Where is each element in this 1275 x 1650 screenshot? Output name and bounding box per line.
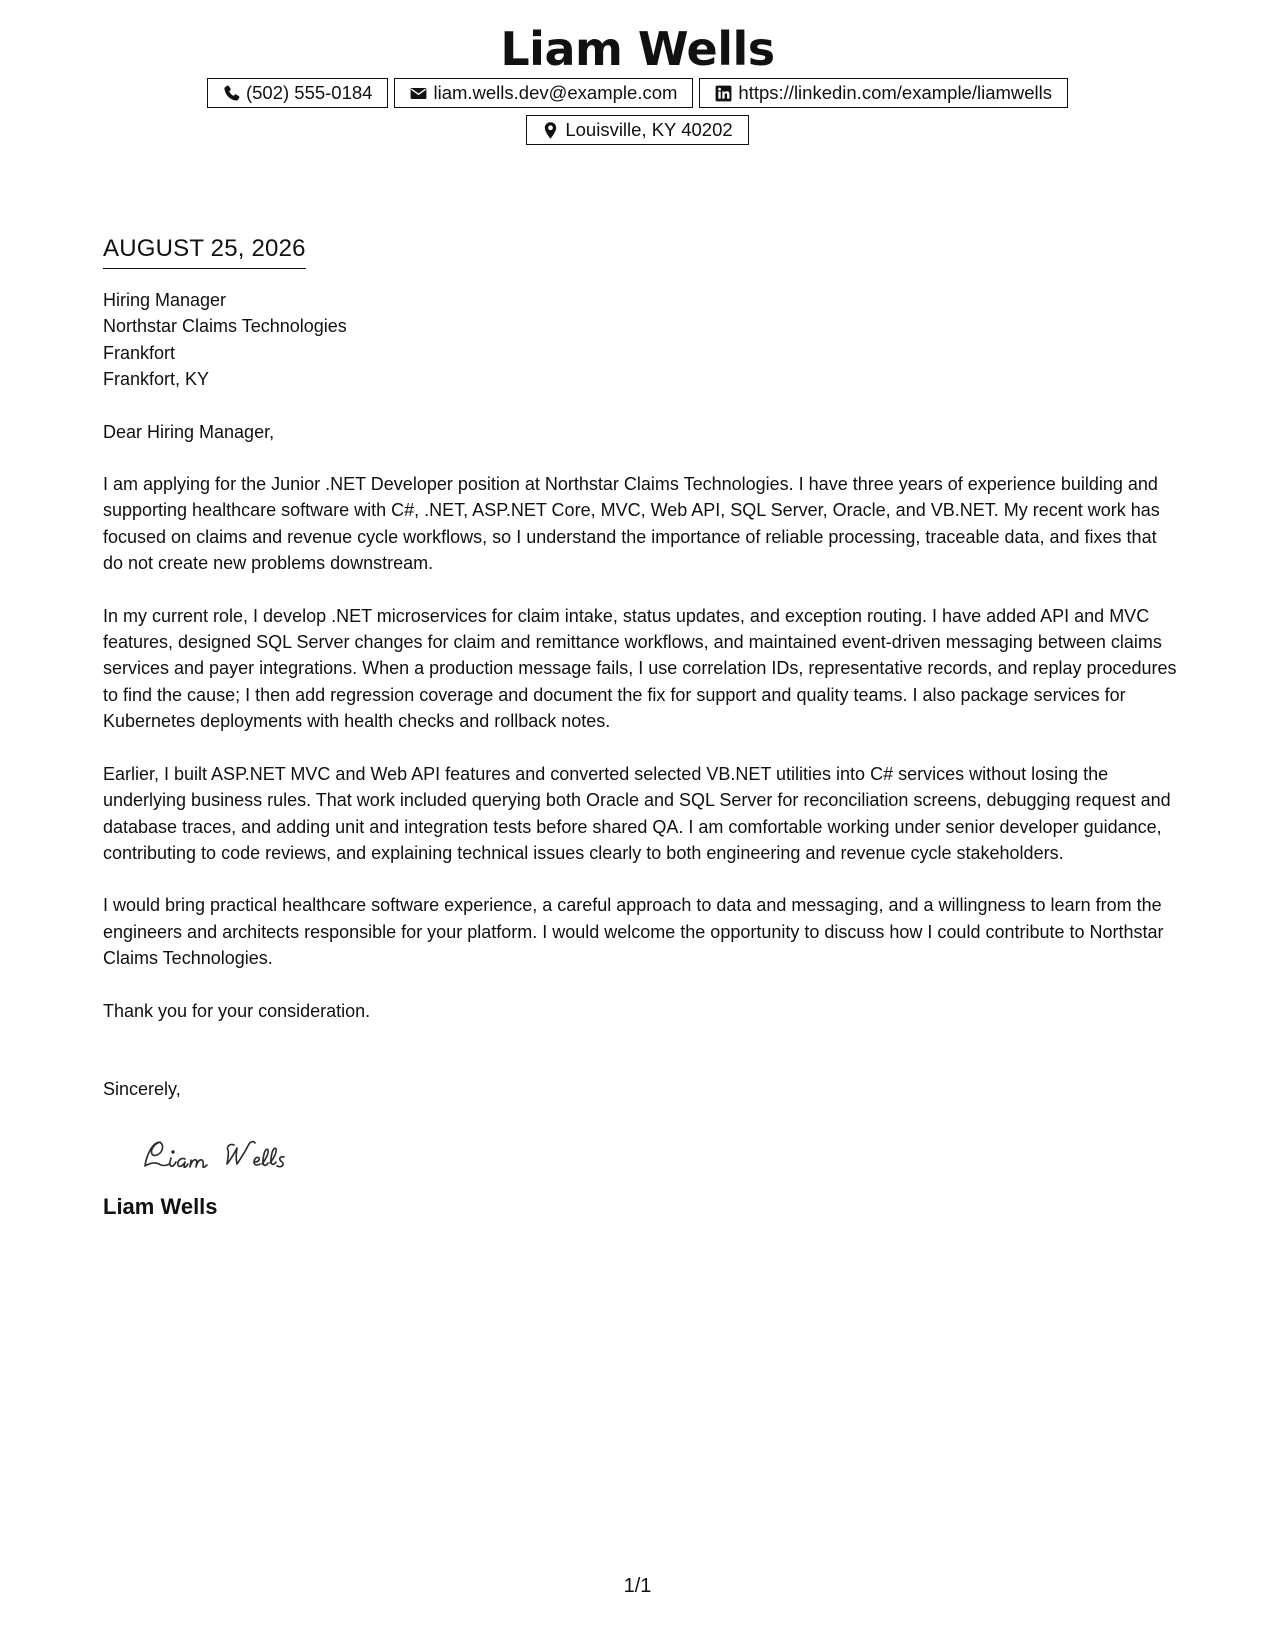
recipient-city: Frankfort xyxy=(103,342,176,363)
body-paragraph: I am applying for the Junior .NET Developer position at Northstar Claims Technologies. I have three years of experience building and supporting healthcare software with C#, .NET, ASP.NET Core, MVC, Web API, SQL Server, Oracle, and VB.NET. My recent work has focused on claims and revenue cycle workflows, so I understand the importance of reliable processing, traceable data, and fixes that do not create new problems downstream. xyxy=(103,474,1160,574)
body-paragraph: In my current role, I develop .NET microservices for claim intake, status updates, and exception routing. I have added API and MVC features, designed SQL Server changes for claim and remittance workflows, and maintained event-driven messaging between claims services and payer integrations. When a production message fails, I use correlation IDs, representative records, and replay procedures to find the cause; I then add regression coverage and document the fix for support and quality teams. I also package services for Kubernetes deployments with health checks and rollback notes. xyxy=(103,605,1177,732)
phone-icon xyxy=(222,84,241,103)
phone-chip xyxy=(207,78,389,108)
page-number: 1/1 xyxy=(623,1575,652,1597)
location-text: Louisville, KY 40202 xyxy=(565,119,733,140)
linkedin-icon xyxy=(714,84,733,103)
location-chip xyxy=(526,115,748,145)
letter-date: AUGUST 25, 2026 xyxy=(103,232,306,269)
handwritten-signature xyxy=(138,1124,348,1184)
email-text[interactable]: liam.wells.dev@example.com xyxy=(433,82,678,103)
letter-body xyxy=(103,232,1178,1222)
signature-drawing xyxy=(138,1124,348,1184)
recipient-block xyxy=(103,287,1178,393)
recipient-title: Hiring Manager xyxy=(103,290,227,310)
letter-header xyxy=(0,20,1275,145)
contact-row-secondary xyxy=(0,115,1275,145)
linkedin-text[interactable]: https://linkedin.com/example/liamwells xyxy=(738,82,1053,103)
closing-line: Sincerely, xyxy=(103,1078,181,1099)
signed-name: Liam Wells xyxy=(103,1194,218,1220)
linkedin-chip xyxy=(699,78,1068,108)
envelope-icon xyxy=(409,84,428,103)
salutation: Dear Hiring Manager, xyxy=(103,421,275,442)
applicant-name: Liam Wells xyxy=(500,22,775,76)
body-paragraph: Earlier, I built ASP.NET MVC and Web API features and converted selected VB.NET utilities into C# services without losing the underlying business rules. That work included querying both Oracle and SQL Server for reconciliation screens, debugging request and database traces, and adding unit and integration tests before shared QA. I am comfortable working under senior developer guidance, contributing to code reviews, and explaining technical issues clearly to both engineering and revenue cycle stakeholders. xyxy=(103,763,1171,863)
recipient-company: Northstar Claims Technologies xyxy=(103,316,347,337)
contact-row-primary xyxy=(0,78,1275,108)
body-paragraph: I would bring practical healthcare software experience, a careful approach to data and messaging, and a willingness to learn from the engineers and architects responsible for your platform. I would welcome the opportunity to discuss how I could contribute to Northstar Claims Technologies. xyxy=(103,895,1164,969)
email-chip xyxy=(394,78,693,108)
map-marker-icon xyxy=(541,121,560,140)
thanks-line: Thank you for your consideration. xyxy=(103,1000,371,1021)
phone-text[interactable]: (502) 555-0184 xyxy=(245,82,373,103)
recipient-city-state: Frankfort, KY xyxy=(103,369,210,390)
